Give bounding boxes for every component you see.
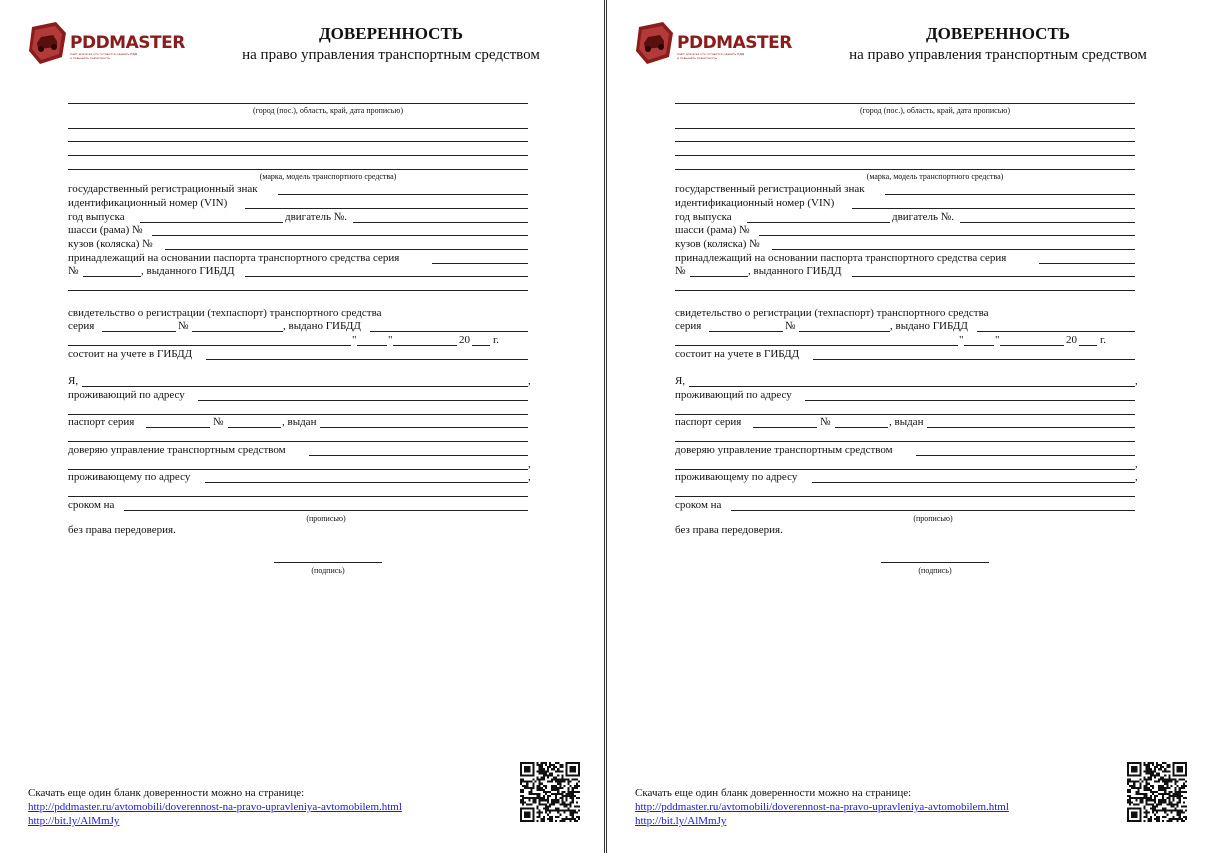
shield-car-icon	[633, 21, 675, 65]
cert-number-label: №	[785, 320, 796, 332]
residing-field-cont[interactable]	[675, 414, 1135, 415]
cert-series-label: серия	[68, 320, 95, 332]
passport-issued-field[interactable]	[927, 427, 1135, 428]
blank-line[interactable]	[675, 128, 1135, 129]
body-field[interactable]	[165, 249, 528, 250]
passport-series-field[interactable]	[146, 427, 210, 428]
document-subtitle: на право управления транспортным средством	[242, 47, 540, 63]
body-label: кузов (коляска) №	[68, 238, 153, 250]
footer-text: Скачать еще один бланк доверенности можно на странице:	[635, 787, 912, 799]
document-title: ДОВЕРЕННОСТЬ	[925, 24, 1071, 43]
residing-field[interactable]	[198, 400, 528, 401]
term-caption: (прописью)	[913, 514, 953, 523]
pts-series-field[interactable]	[432, 263, 528, 264]
pts-issued-label: , выданного ГИБДД	[141, 265, 235, 277]
reg-sign-field[interactable]	[278, 194, 528, 195]
qr-code-icon	[1127, 762, 1187, 822]
footer-link-full[interactable]: http://pddmaster.ru/avtomobili/doverennost-na-pravo-upravleniya-avtomobilem.html	[635, 801, 1009, 813]
pts-series-field[interactable]	[1039, 263, 1135, 264]
date-year-prefix: 20	[1066, 334, 1077, 346]
date-year-suffix: г.	[493, 334, 500, 346]
term-field[interactable]	[124, 510, 528, 511]
vin-label: идентификационный номер (VIN)	[68, 197, 228, 209]
passport-series-label: паспорт серия	[675, 416, 742, 428]
engine-field[interactable]	[353, 222, 528, 223]
residing-to-field[interactable]	[812, 482, 1135, 483]
cert-series-field[interactable]	[102, 331, 176, 332]
blank-line[interactable]	[68, 128, 528, 129]
reg-certificate-label: свидетельство о регистрации (техпаспорт) транспортного средства	[675, 307, 989, 319]
term-label: сроком на	[68, 499, 115, 511]
cert-number-field[interactable]	[799, 331, 890, 332]
owned-label: принадлежащий на основании паспорта транспортного средства серия	[675, 252, 1007, 264]
comma: ,	[528, 458, 531, 470]
principal-label: Я,	[675, 375, 686, 387]
principal-label: Я,	[68, 375, 79, 387]
comma: ,	[528, 375, 531, 387]
entrust-label: доверяю управление транспортным средством	[675, 444, 893, 456]
reg-sign-label: государственный регистрационный знак	[68, 183, 258, 195]
cert-number-label: №	[178, 320, 189, 332]
signature-field[interactable]	[881, 562, 989, 563]
residing-field[interactable]	[805, 400, 1135, 401]
year-label: год выпуска	[68, 211, 125, 223]
residing-to-field-cont[interactable]	[68, 496, 528, 497]
entrust-field-cont[interactable]	[68, 469, 528, 470]
chassis-field[interactable]	[152, 235, 528, 236]
logo-text: PDDMASTER	[677, 33, 792, 53]
blank-line[interactable]	[675, 290, 1135, 291]
vehicle-model-line[interactable]	[68, 169, 528, 170]
pts-issued-field[interactable]	[245, 276, 528, 277]
residing-to-label: проживающему по адресу	[68, 471, 191, 483]
logo-text: PDDMASTER	[70, 33, 185, 53]
footer-link-full[interactable]: http://pddmaster.ru/avtomobili/doverennost-na-pravo-upravleniya-avtomobilem.html	[28, 801, 402, 813]
registered-field[interactable]	[813, 359, 1135, 360]
chassis-label: шасси (рама) №	[68, 224, 143, 236]
qr-code-icon	[520, 762, 580, 822]
passport-issued-label: , выдан	[282, 416, 317, 428]
passport-issued-field-cont[interactable]	[675, 441, 1135, 442]
year-label: год выпуска	[675, 211, 732, 223]
cert-issued-label: , выдано ГИБДД	[283, 320, 361, 332]
residing-label: проживающий по адресу	[675, 389, 792, 401]
document-subtitle: на право управления транспортным средством	[849, 47, 1147, 63]
cert-issued-field-cont[interactable]	[68, 345, 351, 346]
entrust-field-cont[interactable]	[675, 469, 1135, 470]
form-page-left	[0, 0, 605, 853]
pts-number-label: №	[68, 265, 79, 277]
cert-series-label: серия	[675, 320, 702, 332]
cert-issued-field[interactable]	[370, 331, 528, 332]
year-field[interactable]	[140, 222, 283, 223]
date-month-field[interactable]	[393, 345, 457, 346]
vehicle-model-caption: (марка, модель транспортного средства)	[259, 172, 397, 181]
registered-label: состоит на учете в ГИБДД	[675, 348, 800, 360]
chassis-field[interactable]	[759, 235, 1135, 236]
reg-sign-field[interactable]	[885, 194, 1135, 195]
comma: ,	[1135, 471, 1138, 483]
date-year-prefix: 20	[459, 334, 470, 346]
shield-car-icon	[26, 21, 68, 65]
pddmaster-logo[interactable]	[26, 21, 186, 65]
entrust-field[interactable]	[309, 455, 528, 456]
no-transfer-label: без права передоверия.	[68, 524, 176, 536]
term-caption: (прописью)	[306, 514, 346, 523]
passport-number-label: №	[820, 416, 831, 428]
cert-series-field[interactable]	[709, 331, 783, 332]
blank-line[interactable]	[68, 141, 528, 142]
term-label: сроком на	[675, 499, 722, 511]
cert-issued-label: , выдано ГИБДД	[890, 320, 968, 332]
city-date-caption: (город (пос.), область, край, дата прописью)	[859, 106, 1010, 115]
residing-label: проживающий по адресу	[68, 389, 185, 401]
logo-tagline: Сайт для всех кто готовится сдавать ПДД и повышать грамотность	[70, 52, 138, 60]
footer-link-short[interactable]: http://bit.ly/AlMmJy	[635, 815, 727, 827]
registered-field[interactable]	[206, 359, 528, 360]
passport-issued-field-cont[interactable]	[68, 441, 528, 442]
term-field[interactable]	[731, 510, 1135, 511]
date-year-field[interactable]	[472, 345, 490, 346]
no-transfer-label: без права передоверия.	[675, 524, 783, 536]
document-title: ДОВЕРЕННОСТЬ	[318, 24, 464, 43]
reg-sign-label: государственный регистрационный знак	[675, 183, 865, 195]
pts-number-field[interactable]	[690, 276, 748, 277]
logo-tagline: Сайт для всех кто готовится сдавать ПДД и повышать грамотность	[677, 52, 745, 60]
vehicle-model-caption: (марка, модель транспортного средства)	[866, 172, 1004, 181]
body-field[interactable]	[772, 249, 1135, 250]
vin-field[interactable]	[852, 208, 1135, 209]
residing-field-cont[interactable]	[68, 414, 528, 415]
vehicle-model-line[interactable]	[675, 169, 1135, 170]
date-month-field[interactable]	[1000, 345, 1064, 346]
date-quote-open: "	[352, 334, 357, 346]
date-day-field[interactable]	[964, 345, 994, 346]
comma: ,	[528, 471, 531, 483]
footer-text: Скачать еще один бланк доверенности можно на странице:	[28, 787, 305, 799]
date-quote-open: "	[959, 334, 964, 346]
entrust-label: доверяю управление транспортным средством	[68, 444, 286, 456]
residing-to-field[interactable]	[205, 482, 528, 483]
cert-number-field[interactable]	[192, 331, 283, 332]
date-day-field[interactable]	[357, 345, 387, 346]
principal-name-field[interactable]	[689, 386, 1135, 387]
city-date-line[interactable]	[68, 103, 528, 104]
date-year-field[interactable]	[1079, 345, 1097, 346]
date-quote-close: "	[995, 334, 1000, 346]
signature-caption: (подпись)	[311, 566, 345, 575]
chassis-label: шасси (рама) №	[675, 224, 750, 236]
city-date-caption: (город (пос.), область, край, дата прописью)	[252, 106, 403, 115]
cert-issued-field-cont[interactable]	[675, 345, 958, 346]
principal-name-field[interactable]	[82, 386, 528, 387]
signature-caption: (подпись)	[918, 566, 952, 575]
cert-issued-field[interactable]	[977, 331, 1135, 332]
engine-label: двигатель №.	[892, 211, 954, 223]
vin-field[interactable]	[245, 208, 528, 209]
pts-number-label: №	[675, 265, 686, 277]
engine-field[interactable]	[960, 222, 1135, 223]
date-quote-close: "	[388, 334, 393, 346]
blank-line[interactable]	[68, 155, 528, 156]
blank-line[interactable]	[68, 290, 528, 291]
residing-to-field-cont[interactable]	[675, 496, 1135, 497]
pts-issued-field[interactable]	[852, 276, 1135, 277]
footer-link-short[interactable]: http://bit.ly/AlMmJy	[28, 815, 120, 827]
reg-certificate-label: свидетельство о регистрации (техпаспорт) транспортного средства	[68, 307, 382, 319]
pts-issued-label: , выданного ГИБДД	[748, 265, 842, 277]
passport-issued-label: , выдан	[889, 416, 924, 428]
passport-issued-field[interactable]	[320, 427, 528, 428]
passport-number-label: №	[213, 416, 224, 428]
date-year-suffix: г.	[1100, 334, 1107, 346]
passport-series-label: паспорт серия	[68, 416, 135, 428]
engine-label: двигатель №.	[285, 211, 347, 223]
form-page-right	[606, 0, 1211, 853]
comma: ,	[1135, 375, 1138, 387]
blank-line[interactable]	[675, 141, 1135, 142]
blank-line[interactable]	[675, 155, 1135, 156]
registered-label: состоит на учете в ГИБДД	[68, 348, 193, 360]
owned-label: принадлежащий на основании паспорта транспортного средства серия	[68, 252, 400, 264]
entrust-field[interactable]	[916, 455, 1135, 456]
passport-number-field[interactable]	[228, 427, 281, 428]
city-date-line[interactable]	[675, 103, 1135, 104]
comma: ,	[1135, 458, 1138, 470]
residing-to-label: проживающему по адресу	[675, 471, 798, 483]
pddmaster-logo[interactable]	[633, 21, 793, 65]
passport-number-field[interactable]	[835, 427, 888, 428]
year-field[interactable]	[747, 222, 890, 223]
body-label: кузов (коляска) №	[675, 238, 760, 250]
vin-label: идентификационный номер (VIN)	[675, 197, 835, 209]
passport-series-field[interactable]	[753, 427, 817, 428]
signature-field[interactable]	[274, 562, 382, 563]
pts-number-field[interactable]	[83, 276, 141, 277]
